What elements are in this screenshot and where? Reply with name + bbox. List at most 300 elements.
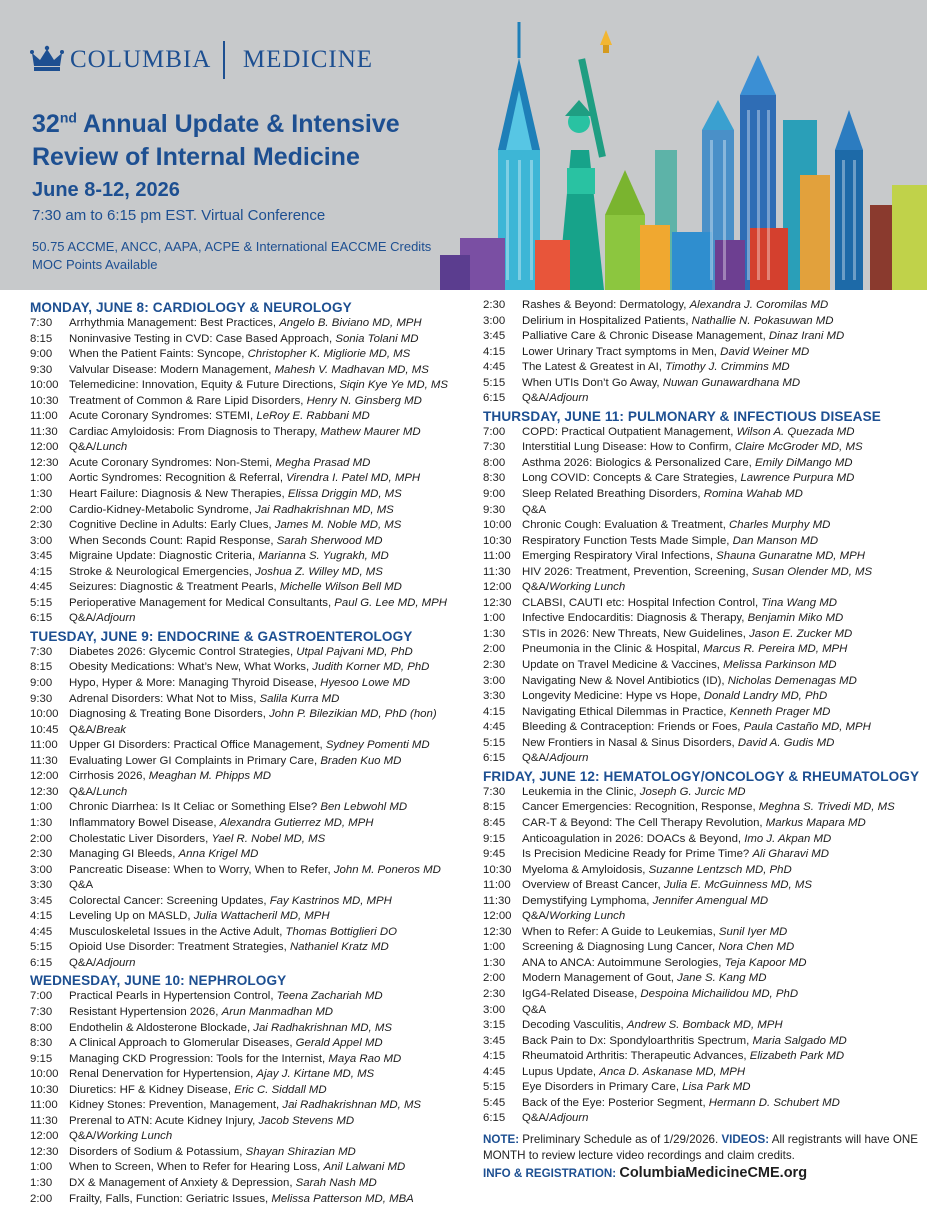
session-speaker: Adjourn <box>549 392 589 405</box>
session-speaker: Salila Kurra MD <box>259 692 340 705</box>
schedule-row <box>30 1052 480 1068</box>
session-time: 6:15 <box>483 752 506 765</box>
session-time: 2:00 <box>30 832 53 845</box>
day-heading: THURSDAY, JUNE 11: PULMONARY & INFECTIOUS DISEASE <box>483 408 881 424</box>
schedule-row <box>30 660 480 676</box>
title-sup: nd <box>59 109 77 126</box>
session-topic: Kidney Stones: Prevention, Management, <box>69 1099 283 1112</box>
session-speaker: Jane S. Kang MD <box>677 972 767 985</box>
session-speaker: Braden Kuo MD <box>320 754 402 767</box>
session-time: 3:00 <box>30 534 53 547</box>
schedule-row <box>483 627 923 643</box>
session-time: 12:30 <box>30 1145 59 1158</box>
session-time: 9:30 <box>30 363 53 376</box>
session-speaker: Teja Kapoor MD <box>724 956 807 969</box>
session-time: 2:30 <box>483 659 506 672</box>
logo-medicine: MEDICINE <box>242 46 374 73</box>
session-time: 4:45 <box>30 581 53 594</box>
schedule-row <box>483 816 923 832</box>
session-topic: Rashes & Beyond: Dermatology, <box>522 299 690 311</box>
session-topic: ANA to ANCA: Autoimmune Serologies, <box>522 956 725 969</box>
session-time: 9:00 <box>483 488 506 501</box>
session-topic: Delirium in Hospitalized Patients, <box>522 314 692 327</box>
session-topic: Chronic Cough: Evaluation & Treatment, <box>522 519 730 532</box>
session-time: 11:30 <box>483 894 511 907</box>
schedule-row <box>483 878 923 894</box>
schedule-row <box>483 658 923 674</box>
schedule-row <box>30 800 480 816</box>
session-time: 4:45 <box>483 361 506 374</box>
logo-divider <box>223 41 225 79</box>
session-time: 5:15 <box>483 376 506 389</box>
session-topic: Treatment of Common & Rare Lipid Disorders, <box>69 394 307 407</box>
session-speaker: Joshua Z. Willey MD, MS <box>255 565 383 578</box>
session-time: 12:00 <box>30 1130 59 1143</box>
schedule-row <box>483 736 923 752</box>
schedule-row <box>30 487 480 503</box>
session-topic: Screening & Diagnosing Lung Cancer, <box>522 941 719 954</box>
schedule-row <box>30 894 480 910</box>
session-topic: Renal Denervation for Hypertension, <box>69 1068 257 1081</box>
session-topic: DX & Management of Anxiety & Depression, <box>69 1176 296 1189</box>
session-time: 8:15 <box>483 801 506 814</box>
session-time: 12:30 <box>483 596 512 609</box>
session-speaker: Joseph G. Jurcic MD <box>639 785 746 798</box>
session-speaker: Working Lunch <box>549 581 626 594</box>
session-speaker: Romina Wahab MD <box>703 488 803 501</box>
session-speaker: Sydney Pomenti MD <box>325 739 430 752</box>
schedule-row <box>30 645 480 661</box>
schedule-row <box>483 440 923 456</box>
session-topic: IgG4-Related Disease, <box>522 987 641 1000</box>
session-topic: Bleeding & Contraception: Friends or Foes, <box>522 721 744 734</box>
session-time: 10:00 <box>30 1068 59 1081</box>
registration-link[interactable]: ColumbiaMedicineCME.org <box>619 1164 808 1181</box>
schedule-row <box>483 1111 923 1127</box>
schedule-row <box>483 391 923 407</box>
session-time: 12:00 <box>483 581 512 594</box>
session-speaker: LeRoy E. Rabbani MD <box>256 410 370 423</box>
session-topic: A Clinical Approach to Glomerular Diseases, <box>69 1037 296 1050</box>
schedule-row <box>483 580 923 596</box>
schedule-row <box>483 549 923 565</box>
session-speaker: Nicholas Demenagas MD <box>727 674 857 687</box>
session-topic: Pancreatic Disease: When to Worry, When to Refer, <box>69 863 334 876</box>
session-topic: Hypo, Hyper & More: Managing Thyroid Disease, <box>69 677 321 690</box>
session-topic: Update on Travel Medicine & Vaccines, <box>522 659 724 672</box>
session-time: 12:30 <box>30 785 59 798</box>
schedule-row <box>30 832 480 848</box>
schedule-row <box>483 1080 923 1096</box>
session-topic: Leukemia in the Clinic, <box>522 785 640 798</box>
session-topic: Aortic Syndromes: Recognition & Referral, <box>69 472 287 485</box>
schedule-row <box>30 738 480 754</box>
videos-label: VIDEOS: <box>721 1132 770 1146</box>
header-banner <box>0 0 927 290</box>
session-time: 4:15 <box>483 345 506 358</box>
session-speaker: Melissa Parkinson MD <box>723 659 837 672</box>
session-speaker: Dinaz Irani MD <box>768 330 845 343</box>
session-speaker: Melissa Patterson MD, MBA <box>271 1192 414 1205</box>
session-time: 7:30 <box>30 317 53 329</box>
schedule-row <box>30 363 480 379</box>
session-topic: COPD: Practical Outpatient Management, <box>522 425 737 438</box>
credits-line2: MOC Points Available <box>32 257 158 272</box>
session-time: 3:00 <box>483 674 506 687</box>
schedule-row <box>30 425 480 441</box>
event-subtitle: 7:30 am to 6:15 pm EST. Virtual Conference <box>32 207 326 224</box>
session-topic: Perioperative Management for Medical Consultants, <box>69 596 335 609</box>
info-label: INFO & REGISTRATION: <box>483 1166 617 1180</box>
session-speaker: John P. Bilezikian MD, PhD (hon) <box>269 708 437 721</box>
session-speaker: Lisa Park MD <box>682 1081 751 1094</box>
session-speaker: Claire McGroder MD, MS <box>734 441 863 454</box>
session-topic: Q&A/ <box>69 441 97 454</box>
session-topic: Endothelin & Aldosterone Blockade, <box>69 1021 254 1034</box>
schedule-row <box>30 1083 480 1099</box>
session-topic: Stroke & Neurological Emergencies, <box>69 565 256 578</box>
schedule-row <box>30 940 480 956</box>
session-speaker: Adjourn <box>549 1112 589 1125</box>
session-time: 9:00 <box>30 348 53 361</box>
schedule-row <box>483 751 923 767</box>
schedule-row <box>30 769 480 785</box>
schedule-row <box>483 720 923 736</box>
schedule-row <box>30 909 480 925</box>
session-time: 11:30 <box>30 425 58 438</box>
session-speaker: Working Lunch <box>549 910 626 923</box>
session-time: 8:15 <box>30 661 53 674</box>
schedule-row <box>30 440 480 456</box>
schedule-row <box>483 940 923 956</box>
schedule-row <box>483 518 923 534</box>
schedule-row <box>30 676 480 692</box>
session-speaker: Kenneth Prager MD <box>729 705 831 718</box>
session-speaker: Lawrence Purpura MD <box>740 472 855 485</box>
session-topic: Seizures: Diagnostic & Treatment Pearls, <box>69 581 280 594</box>
session-speaker: Henry N. Ginsberg MD <box>306 394 422 407</box>
schedule-row <box>30 1005 480 1021</box>
session-time: 11:00 <box>483 550 511 563</box>
session-time: 2:30 <box>30 848 53 861</box>
registration-info <box>483 1165 923 1181</box>
session-speaker: Paula Castaño MD, MPH <box>743 721 871 734</box>
session-topic: Is Precision Medicine Ready for Prime Time? <box>522 848 753 861</box>
session-speaker: Jacob Stevens MD <box>258 1114 355 1127</box>
videos-text: All registrants will have ONE MONTH to review lecture video recordings and claim credits. <box>483 1132 918 1162</box>
schedule-row <box>30 1145 480 1161</box>
session-time: 1:00 <box>483 612 506 625</box>
schedule-row <box>483 689 923 705</box>
session-speaker: Nathallie N. Pokasuwan MD <box>691 314 834 327</box>
session-topic: Valvular Disease: Modern Management, <box>69 363 275 376</box>
schedule-left-column <box>30 298 480 1207</box>
session-speaker: Thomas Bottiglieri DO <box>285 925 397 938</box>
schedule-row <box>30 471 480 487</box>
session-time: 1:30 <box>30 1176 53 1189</box>
session-time: 2:00 <box>483 643 506 656</box>
session-time: 9:15 <box>483 832 506 845</box>
schedule-row <box>483 376 923 392</box>
schedule-row <box>30 1160 480 1176</box>
session-speaker: Sunil Iyer MD <box>718 925 788 938</box>
session-time: 1:00 <box>30 801 53 814</box>
session-topic: Telemedicine: Innovation, Equity & Future Directions, <box>69 379 340 392</box>
session-topic: Frailty, Falls, Function: Geriatric Issues, <box>69 1192 272 1205</box>
schedule-row <box>30 692 480 708</box>
session-time: 8:45 <box>483 816 506 829</box>
schedule-row <box>483 345 923 361</box>
session-speaker: Markus Mapara MD <box>765 816 866 829</box>
session-time: 7:00 <box>483 425 506 438</box>
schedule-row <box>30 723 480 739</box>
session-speaker: Suzanne Lentzsch MD, PhD <box>648 863 792 876</box>
day-heading: MONDAY, JUNE 8: CARDIOLOGY & NEUROLOGY <box>30 300 352 315</box>
session-speaker: Julia Wattacheril MD, MPH <box>193 910 330 923</box>
session-topic: Opioid Use Disorder: Treatment Strategies, <box>69 941 290 954</box>
session-speaker: Hyesoo Lowe MD <box>320 677 411 690</box>
schedule-row <box>30 1129 480 1145</box>
session-time: 4:15 <box>30 565 53 578</box>
session-time: 4:45 <box>30 925 53 938</box>
session-topic: STIs in 2026: New Threats, New Guidelines, <box>522 627 750 640</box>
session-time: 4:15 <box>483 1050 506 1063</box>
session-speaker: Susan Olender MD, MS <box>751 565 873 578</box>
session-speaker: Virendra I. Patel MD, MPH <box>286 472 421 485</box>
session-topic: When to Screen, When to Refer for Hearing Loss, <box>69 1161 324 1174</box>
session-topic: Sleep Related Breathing Disorders, <box>522 488 704 501</box>
session-time: 10:30 <box>30 1083 59 1096</box>
session-topic: Diabetes 2026: Glycemic Control Strategies, <box>69 645 297 658</box>
session-topic: Q&A/ <box>522 1112 550 1125</box>
session-time: 5:15 <box>483 1081 506 1094</box>
session-time: 3:45 <box>30 550 53 563</box>
session-topic: Lupus Update, <box>522 1065 600 1078</box>
session-speaker: Yael R. Nobel MD, MS <box>211 832 326 845</box>
schedule-row <box>30 816 480 832</box>
session-topic: Lower Urinary Tract symptoms in Men, <box>522 345 721 358</box>
session-speaker: Timothy J. Crimmins MD <box>665 361 790 374</box>
schedule-row <box>483 1003 923 1019</box>
session-speaker: Despoina Michailidou MD, PhD <box>640 987 799 1000</box>
session-time: 5:45 <box>483 1096 506 1109</box>
session-topic: Q&A/ <box>522 752 550 765</box>
session-time: 1:30 <box>30 488 53 501</box>
schedule-row <box>483 1034 923 1050</box>
session-topic: Anticoagulation in 2026: DOACs & Beyond, <box>522 832 745 845</box>
session-time: 3:45 <box>30 894 53 907</box>
logo-columbia: COLUMBIA <box>70 46 212 73</box>
session-speaker: Adjourn <box>96 612 136 625</box>
session-topic: Q&A/ <box>69 723 97 736</box>
session-topic: Managing GI Bleeds, <box>69 848 179 861</box>
session-time: 5:15 <box>30 596 53 609</box>
session-time: 10:00 <box>30 708 59 721</box>
session-topic: Managing CKD Progression: Tools for the Internist, <box>69 1052 329 1065</box>
schedule-row <box>483 971 923 987</box>
session-speaker: Alexandra J. Coromilas MD <box>689 299 829 311</box>
session-speaker: Eric C. Siddall MD <box>234 1083 327 1096</box>
session-speaker: Benjamin Miko MD <box>747 612 844 625</box>
session-speaker: Break <box>96 723 126 736</box>
session-speaker: Anna Krigel MD <box>178 848 259 861</box>
session-time: 3:45 <box>483 1034 506 1047</box>
session-time: 3:00 <box>483 1003 506 1016</box>
wednesday-continued <box>483 298 923 407</box>
session-topic: Asthma 2026: Biologics & Personalized Care, <box>522 456 755 469</box>
session-speaker: Imo J. Akpan MD <box>744 832 832 845</box>
session-topic: Adrenal Disorders: What Not to Miss, <box>69 692 260 705</box>
session-speaker: Emily DiMango MD <box>755 456 853 469</box>
schedule-row <box>483 642 923 658</box>
session-time: 8:00 <box>30 1021 53 1034</box>
session-time: 2:30 <box>483 299 506 311</box>
session-time: 6:15 <box>483 1112 506 1125</box>
schedule-row <box>483 705 923 721</box>
session-speaker: Ben Lebwohl MD <box>320 801 408 814</box>
session-time: 9:30 <box>30 692 53 705</box>
schedule-row <box>30 878 480 894</box>
session-topic: Emerging Respiratory Viral Infections, <box>522 550 717 563</box>
schedule-row <box>483 800 923 816</box>
session-speaker: Andrew S. Bomback MD, MPH <box>626 1019 783 1032</box>
session-topic: Cirrhosis 2026, <box>69 770 149 783</box>
session-speaker: Marcus R. Pereira MD, MPH <box>703 643 848 656</box>
session-time: 2:30 <box>30 519 53 532</box>
session-time: 3:15 <box>483 1019 506 1032</box>
session-time: 3:45 <box>483 330 506 343</box>
session-topic: Acute Coronary Syndromes: STEMI, <box>69 410 257 423</box>
schedule-row <box>30 1021 480 1037</box>
schedule-row <box>30 847 480 863</box>
session-topic: Heart Failure: Diagnosis & New Therapies, <box>69 488 288 501</box>
session-time: 9:45 <box>483 848 506 861</box>
session-topic: Q&A <box>522 503 547 516</box>
session-topic: Noninvasive Testing in CVD: Case Based Approach, <box>69 332 336 345</box>
session-time: 1:00 <box>30 1161 53 1174</box>
session-topic: Navigating Ethical Dilemmas in Practice, <box>522 705 730 718</box>
session-speaker: Angelo B. Biviano MD, MPH <box>279 317 422 329</box>
session-speaker: Sarah Sherwood MD <box>276 534 383 547</box>
session-time: 1:30 <box>30 816 53 829</box>
session-topic: Rheumatoid Arthritis: Therapeutic Advances, <box>522 1050 750 1063</box>
session-speaker: Elissa Driggin MD, MS <box>287 488 402 501</box>
footer-note <box>483 1132 923 1164</box>
session-topic: Migraine Update: Diagnostic Criteria, <box>69 550 259 563</box>
session-topic: Overview of Breast Cancer, <box>522 879 664 892</box>
schedule-row <box>30 1114 480 1130</box>
session-speaker: Jason E. Zucker MD <box>749 627 853 640</box>
schedule-row <box>483 503 923 519</box>
schedule-row <box>30 1176 480 1192</box>
session-speaker: Lunch <box>96 441 128 454</box>
schedule-row <box>30 989 480 1005</box>
session-speaker: Christopher K. Migliorie MD, MS <box>247 348 411 361</box>
schedule-row <box>30 394 480 410</box>
schedule-row <box>483 925 923 941</box>
session-speaker: Jai Radhakrishnan MD, MS <box>255 503 394 516</box>
session-time: 3:00 <box>30 863 53 876</box>
session-time: 11:00 <box>30 739 58 752</box>
schedule-row <box>30 332 480 348</box>
session-topic: Q&A/ <box>522 581 550 594</box>
session-speaker: Mathew Maurer MD <box>320 425 421 438</box>
session-speaker: Maria Salgado MD <box>752 1034 847 1047</box>
schedule-row <box>483 360 923 376</box>
session-topic: Diagnosing & Treating Bone Disorders, <box>69 708 270 721</box>
session-topic: Q&A/ <box>522 392 550 405</box>
session-time: 1:00 <box>483 941 506 954</box>
session-topic: Upper GI Disorders: Practical Office Management, <box>69 739 326 752</box>
session-time: 4:45 <box>483 1065 506 1078</box>
session-topic: The Latest & Greatest in AI, <box>522 361 666 374</box>
schedule-row <box>30 580 480 596</box>
session-time: 10:00 <box>30 379 59 392</box>
schedule-row <box>483 565 923 581</box>
thursday-friday <box>483 408 923 1127</box>
session-topic: Q&A/ <box>69 956 97 969</box>
session-time: 9:30 <box>483 503 506 516</box>
session-speaker: Ali Gharavi MD <box>752 848 830 861</box>
session-topic: Modern Management of Gout, <box>522 972 678 985</box>
schedule-row <box>30 1098 480 1114</box>
nyc-skyline-illustration <box>440 0 927 290</box>
schedule-row <box>30 549 480 565</box>
session-time: 5:15 <box>30 941 53 954</box>
schedule-row <box>30 316 480 332</box>
session-speaker: John M. Poneros MD <box>333 863 441 876</box>
session-time: 3:30 <box>30 879 53 892</box>
session-time: 8:00 <box>483 456 506 469</box>
session-speaker: Marianna S. Yugrakh, MD <box>258 550 389 563</box>
session-time: 12:30 <box>30 456 59 469</box>
session-time: 11:30 <box>483 565 511 578</box>
session-speaker: Michelle Wilson Bell MD <box>279 581 402 594</box>
schedule-row <box>483 987 923 1003</box>
event-dates: June 8-12, 2026 <box>32 179 180 201</box>
session-speaker: Utpal Pajvani MD, PhD <box>296 645 413 658</box>
session-speaker: Adjourn <box>549 752 589 765</box>
schedule-right-column <box>483 298 923 1181</box>
session-topic: Acute Coronary Syndromes: Non-Stemi, <box>69 456 276 469</box>
day-heading: WEDNESDAY, JUNE 10: NEPHROLOGY <box>30 973 287 989</box>
session-topic: Respiratory Function Tests Made Simple, <box>522 534 733 547</box>
schedule-row <box>483 596 923 612</box>
session-topic: Navigating New & Novel Antibiotics (ID), <box>522 674 728 687</box>
session-topic: Interstitial Lung Disease: How to Confirm, <box>522 441 735 454</box>
schedule-row <box>30 596 480 612</box>
session-speaker: Mahesh V. Madhavan MD, MS <box>274 363 429 376</box>
schedule-row <box>483 785 923 801</box>
schedule-row <box>483 314 923 330</box>
session-topic: When to Refer: A Guide to Leukemias, <box>522 925 719 938</box>
session-topic: Resistant Hypertension 2026, <box>69 1005 222 1018</box>
session-time: 4:45 <box>483 721 506 734</box>
session-time: 12:00 <box>483 910 512 923</box>
schedule-row <box>483 298 923 314</box>
session-time: 2:30 <box>483 987 506 1000</box>
session-topic: Demystifying Lymphoma, <box>522 894 653 907</box>
session-topic: Decoding Vasculitis, <box>522 1019 627 1032</box>
session-speaker: Nora Chen MD <box>718 941 795 954</box>
schedule-row <box>483 611 923 627</box>
schedule-row <box>483 534 923 550</box>
session-speaker: Jai Radhakrishnan MD, MS <box>253 1021 392 1034</box>
session-topic: Myeloma & Amyloidosis, <box>522 863 649 876</box>
session-topic: Q&A/ <box>69 612 97 625</box>
session-time: 8:15 <box>30 332 53 345</box>
session-time: 7:00 <box>30 990 53 1003</box>
